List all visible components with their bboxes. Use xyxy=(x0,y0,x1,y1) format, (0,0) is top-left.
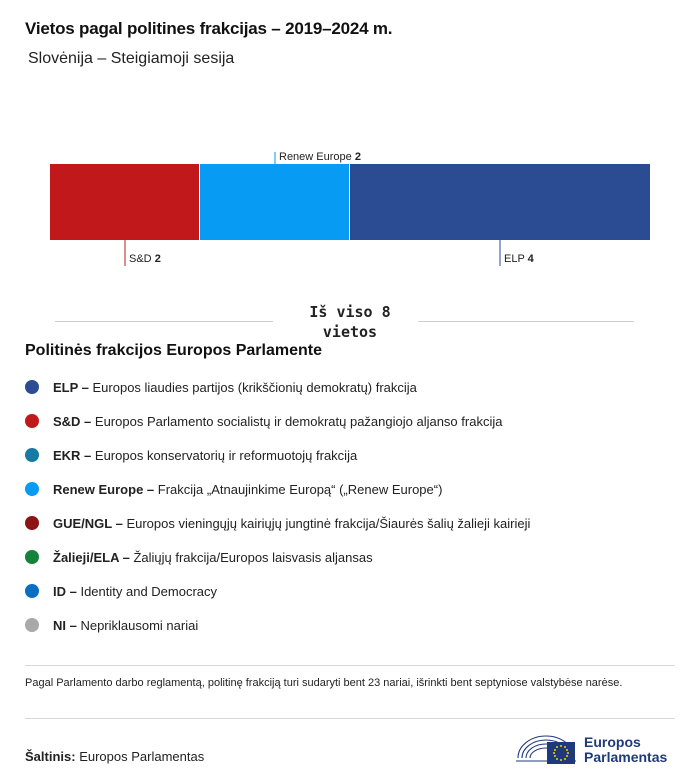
total-seats-label: Iš viso 8 vietos xyxy=(309,303,391,341)
legend-item xyxy=(25,404,685,438)
segment-value: 2 xyxy=(354,151,361,163)
bar-segment-s-d xyxy=(50,164,199,240)
legend-item xyxy=(25,506,685,540)
segment-category: S&D xyxy=(129,253,155,265)
seat-distribution-chart xyxy=(0,140,700,280)
legend-text xyxy=(53,516,530,531)
logo-line-2: Parlamentas xyxy=(584,749,668,765)
legend-color-dot xyxy=(25,414,39,428)
legend-description: Žaliųjų frakcija/Europos laisvasis aljansas xyxy=(129,549,373,565)
legend-title: Politinės frakcijos Europos Parlamente xyxy=(25,342,322,359)
segment-category: ELP xyxy=(504,253,528,265)
source xyxy=(25,749,204,764)
legend-color-dot xyxy=(25,380,39,394)
european-parliament-logo-icon xyxy=(514,728,578,768)
legend xyxy=(25,370,685,642)
legend-color-dot xyxy=(25,618,39,632)
legend-color-dot xyxy=(25,482,39,496)
legend-description: Europos vieningųjų kairiųjų jungtinė frakcija/Šiaurės šalių žalieji kairieji xyxy=(122,515,531,531)
legend-item xyxy=(25,608,685,642)
legend-text xyxy=(53,448,357,463)
source-label: Šaltinis: xyxy=(25,749,76,764)
logo-line-1: Europos xyxy=(584,734,641,750)
legend-abbr: S&D – xyxy=(53,413,92,429)
segment-category: Renew Europe xyxy=(279,151,355,163)
total-seats xyxy=(0,302,700,342)
legend-description: Identity and Democracy xyxy=(76,583,218,599)
chart-subtitle: Slovėnija – Steigiamoji sesija xyxy=(28,50,235,67)
bar-segment-elp xyxy=(350,164,650,240)
legend-color-dot xyxy=(25,550,39,564)
segment-label xyxy=(504,253,535,265)
logo-wordmark xyxy=(584,735,667,765)
legend-text xyxy=(53,618,198,633)
segment-value: 2 xyxy=(154,253,161,265)
legend-item xyxy=(25,540,685,574)
legend-text xyxy=(53,584,217,599)
legend-abbr: ID – xyxy=(53,583,77,599)
segment-label xyxy=(279,151,361,163)
legend-description: Frakcija „Atnaujinkime Europą“ („Renew Europe“) xyxy=(154,481,443,497)
legend-abbr: GUE/NGL – xyxy=(53,515,123,531)
legend-text xyxy=(53,482,442,497)
chart-title: Vietos pagal politines frakcijas – 2019–2024 m. xyxy=(25,19,393,38)
european-parliament-logo xyxy=(514,728,684,768)
legend-abbr: Žalieji/ELA – xyxy=(53,549,130,565)
bar-segment-renew-europe xyxy=(200,164,349,240)
segment-value: 4 xyxy=(527,253,534,265)
legend-text xyxy=(53,550,373,565)
legend-color-dot xyxy=(25,448,39,462)
legend-abbr: EKR – xyxy=(53,447,92,463)
legend-description: Europos liaudies partijos (krikščionių demokratų) frakcija xyxy=(88,379,417,395)
note-divider-top xyxy=(25,665,675,666)
legend-abbr: Renew Europe – xyxy=(53,481,155,497)
legend-text xyxy=(53,380,417,395)
legend-item xyxy=(25,472,685,506)
legend-text xyxy=(53,414,502,429)
legend-color-dot xyxy=(25,584,39,598)
legend-item xyxy=(25,370,685,404)
legend-item xyxy=(25,438,685,472)
total-divider-left xyxy=(55,321,273,322)
source-value: Europos Parlamentas xyxy=(79,749,205,764)
footnote: Pagal Parlamento darbo reglamentą, politinę frakciją turi sudaryti bent 23 nariai, išrinkti bent septyniose valstybėse narėse. xyxy=(25,677,623,689)
total-divider-right xyxy=(418,321,634,322)
legend-color-dot xyxy=(25,516,39,530)
segment-label xyxy=(129,253,161,265)
legend-abbr: NI – xyxy=(53,617,77,633)
legend-item xyxy=(25,574,685,608)
note-divider-bottom xyxy=(25,718,675,719)
legend-description: Europos Parlamento socialistų ir demokratų pažangiojo aljanso frakcija xyxy=(91,413,503,429)
legend-abbr: ELP – xyxy=(53,379,89,395)
legend-description: Europos konservatorių ir reformuotojų frakcija xyxy=(91,447,358,463)
legend-description: Nepriklausomi nariai xyxy=(76,617,199,633)
